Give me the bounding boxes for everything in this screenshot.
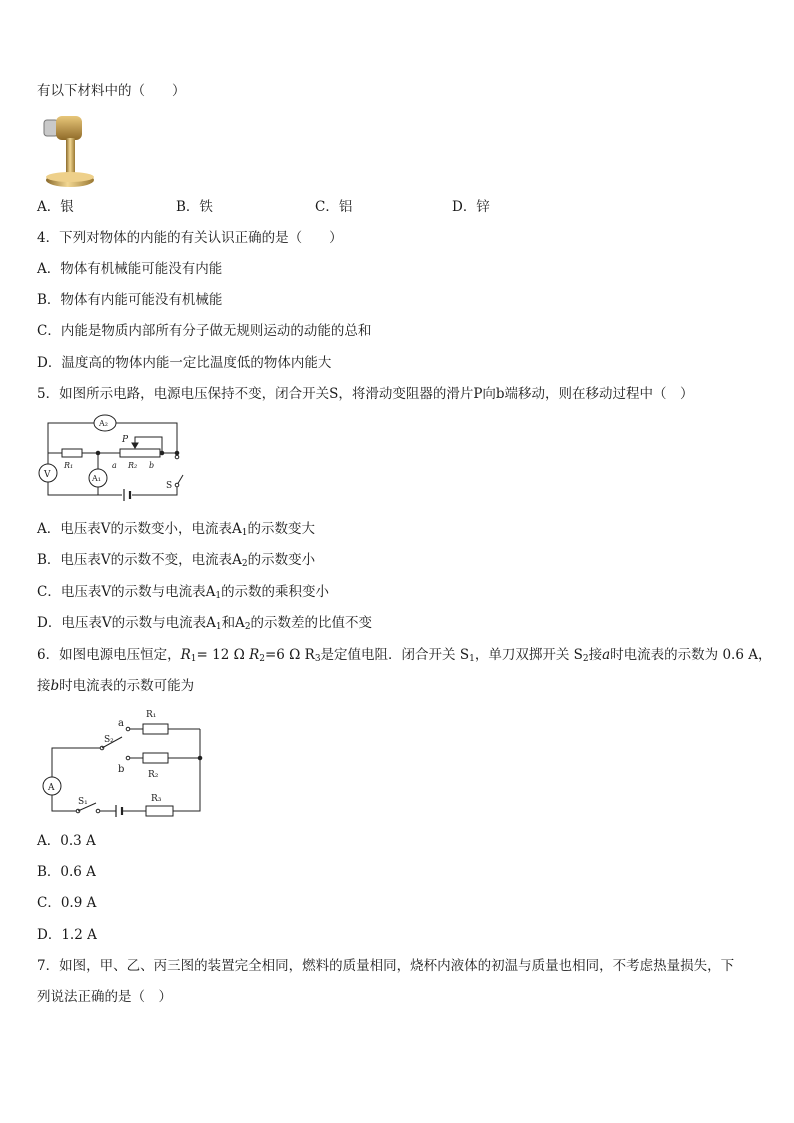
q6-label-terminal-a: a [118, 718, 124, 729]
q4-stem: 4．下列对物体的内能的有关认识正确的是（ ） [37, 230, 343, 246]
q7-stem-line1: 7．如图，甲、乙、丙三图的装置完全相同，燃料的质量相同，烧杯内液体的初温与质量也相同，不考虑热量损失，下 [37, 958, 735, 974]
q4-option-b: B．物体有内能可能没有机械能 [37, 292, 223, 308]
q5-label-r1: R₁ [64, 461, 74, 470]
q6-label-a: A [48, 783, 55, 793]
q3-stem: 有以下材料中的（ ） [37, 83, 186, 99]
q6-option-b: B．0.6 A [37, 864, 96, 880]
q6-stem-line1: 6．如图电源电压恒定，$R_1= 12$ Ω $R_2=6$ Ω $R_3$是定值电阻．闭合开关 $S_1$，单刀双掷开关 $S_2$接a时电流表的示数为 0.6 A， [37, 647, 772, 664]
q4-option-c: C．内能是物质内部所有分子做无规则运动的动能的总和 [37, 323, 372, 339]
q6-label-terminal-b: b [118, 764, 125, 775]
q3-option-b: B．铁 [176, 199, 213, 215]
q5-option-b: B．电压表V的示数不变，电流表$A_2$的示数变小 [37, 552, 316, 569]
q5-label-s: S [166, 481, 173, 491]
q4-option-a: A．物体有机械能可能没有内能 [37, 261, 223, 277]
q6-option-d: D．1.2 A [37, 927, 97, 943]
q5-label-b: b [149, 461, 155, 470]
q3-option-c: C．铝 [315, 199, 353, 215]
q4-option-d: D．温度高的物体内能一定比温度低的物体内能大 [37, 355, 332, 371]
q5-label-v: V [44, 470, 51, 480]
q6-option-a: A．0.3 A [37, 833, 96, 849]
q5-label-p: P [122, 435, 129, 445]
q6-label-r3: R₃ [151, 794, 162, 804]
q5-circuit-diagram [36, 412, 196, 508]
q6-option-c: C．0.9 A [37, 895, 97, 911]
q5-option-c: C．电压表V的示数与电流表$A_1$的示数的乘积变小 [37, 584, 330, 601]
q5-label-a: a [112, 461, 117, 470]
q6-label-s1: S₁ [78, 797, 88, 807]
q5-option-d: D．电压表V的示数与电流表$A_1$和$A_2$的示数差的比值不变 [37, 615, 373, 632]
q7-stem-line2: 列说法正确的是（ ） [37, 989, 172, 1005]
q5-option-a: A．电压表V的示数变小，电流表$A_1$的示数变大 [37, 521, 315, 538]
q5-label-r2: R₂ [128, 461, 138, 470]
q3-option-d: D．锌 [452, 199, 490, 215]
q6-label-r2: R₂ [148, 770, 159, 780]
q5-stem: 5．如图所示电路，电源电压保持不变，闭合开关S，将滑动变阻器的滑片P向b端移动，则在移动过程中（ ） [37, 386, 694, 402]
q6-circuit-diagram [40, 702, 210, 820]
door-stopper-image [40, 110, 102, 190]
q5-label-a2: A₂ [99, 419, 108, 428]
q6-label-s2: S₂ [104, 735, 114, 745]
q3-option-a: A．银 [37, 199, 74, 215]
q5-label-a1: A₁ [92, 474, 101, 483]
q6-label-r1: R₁ [146, 710, 157, 720]
q6-stem-line2: 接b时电流表的示数可能为 [37, 678, 195, 694]
